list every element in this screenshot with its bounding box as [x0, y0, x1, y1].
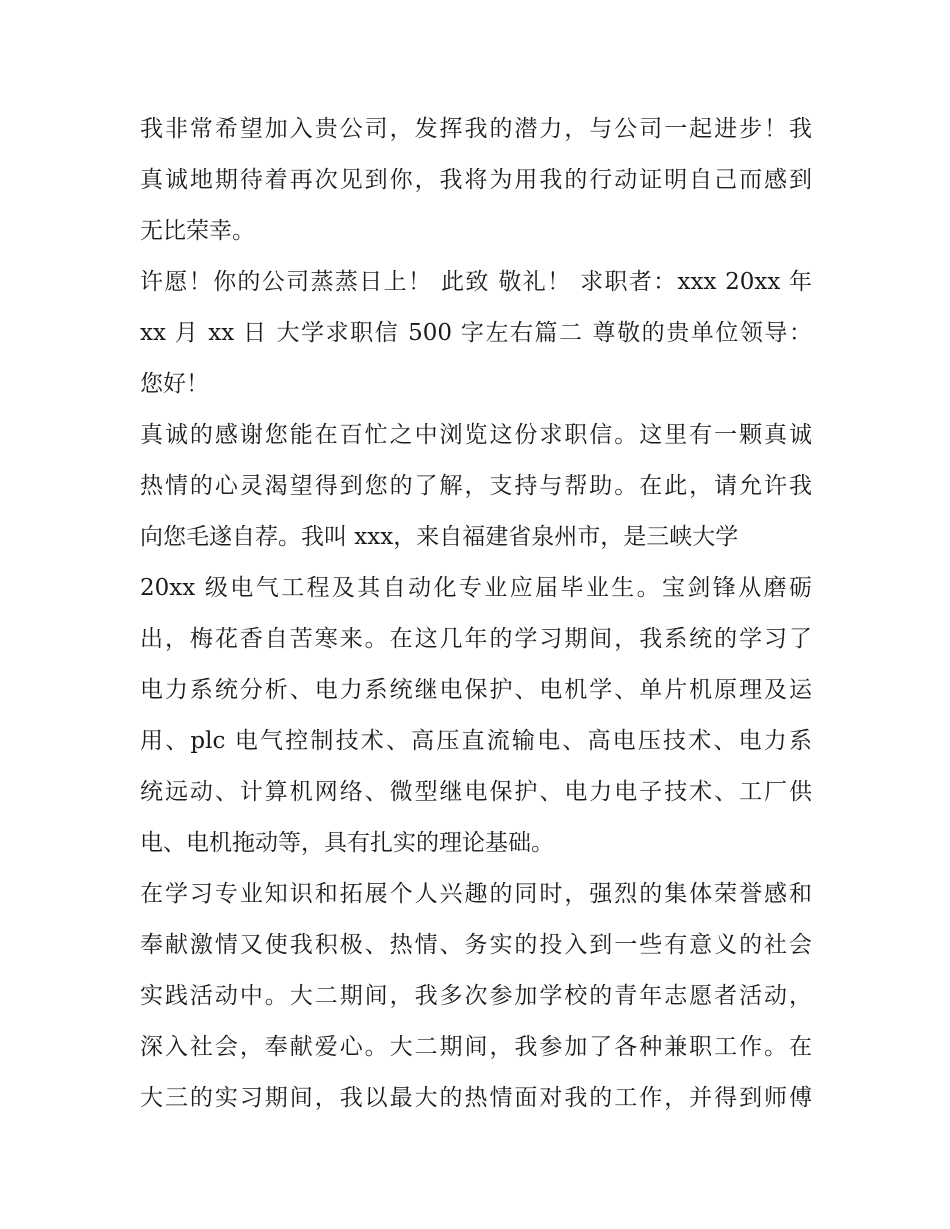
- text-line: 20xx 级电气工程及其自动化专业应届毕业生。宝剑锋从磨砺: [140, 575, 812, 601]
- text-line: 实践活动中。大二期间，我多次参加学校的青年志愿者活动，: [140, 983, 812, 1009]
- text-line: 电力系统分析、电力系统继电保护、电机学、单片机原理及运: [140, 677, 812, 703]
- text-line: 我非常希望加入贵公司，发挥我的潜力，与公司一起进步！我: [140, 116, 812, 142]
- text-line: 奉献激情又使我积极、热情、务实的投入到一些有意义的社会: [140, 932, 812, 958]
- text-line: 出，梅花香自苦寒来。在这几年的学习期间，我系统的学习了: [140, 626, 812, 652]
- text-line: 您好！: [140, 371, 209, 397]
- text-line: xx 月 xx 日 大学求职信 500 字左右篇二 尊敬的贵单位领导：: [140, 320, 812, 346]
- text-line: 无比荣幸。: [140, 218, 255, 244]
- document-body: [140, 104, 812, 1124]
- text-line: 用、plc 电气控制技术、高压直流输电、高电压技术、电力系: [140, 728, 812, 754]
- text-line: 大三的实习期间，我以最大的热情面对我的工作，并得到师傅: [140, 1085, 812, 1111]
- text-line: 深入社会，奉献爱心。大二期间，我参加了各种兼职工作。在: [140, 1034, 812, 1060]
- text-line: 统远动、计算机网络、微型继电保护、电力电子技术、工厂供: [140, 779, 812, 805]
- text-line: 真诚的感谢您能在百忙之中浏览这份求职信。这里有一颗真诚: [140, 422, 812, 448]
- text-line: 热情的心灵渴望得到您的了解，支持与帮助。在此，请允许我: [140, 473, 812, 499]
- text-line: 电、电机拖动等，具有扎实的理论基础。: [140, 830, 554, 856]
- text-line: 向您毛遂自荐。我叫 xxx，来自福建省泉州市，是三峡大学: [140, 524, 739, 550]
- text-line: 在学习专业知识和拓展个人兴趣的同时，强烈的集体荣誉感和: [140, 881, 812, 907]
- text-line: 真诚地期待着再次见到你，我将为用我的行动证明自己而感到: [140, 167, 812, 193]
- text-line: 许愿！你的公司蒸蒸日上！ 此致 敬礼！ 求职者：xxx 20xx 年: [140, 269, 812, 295]
